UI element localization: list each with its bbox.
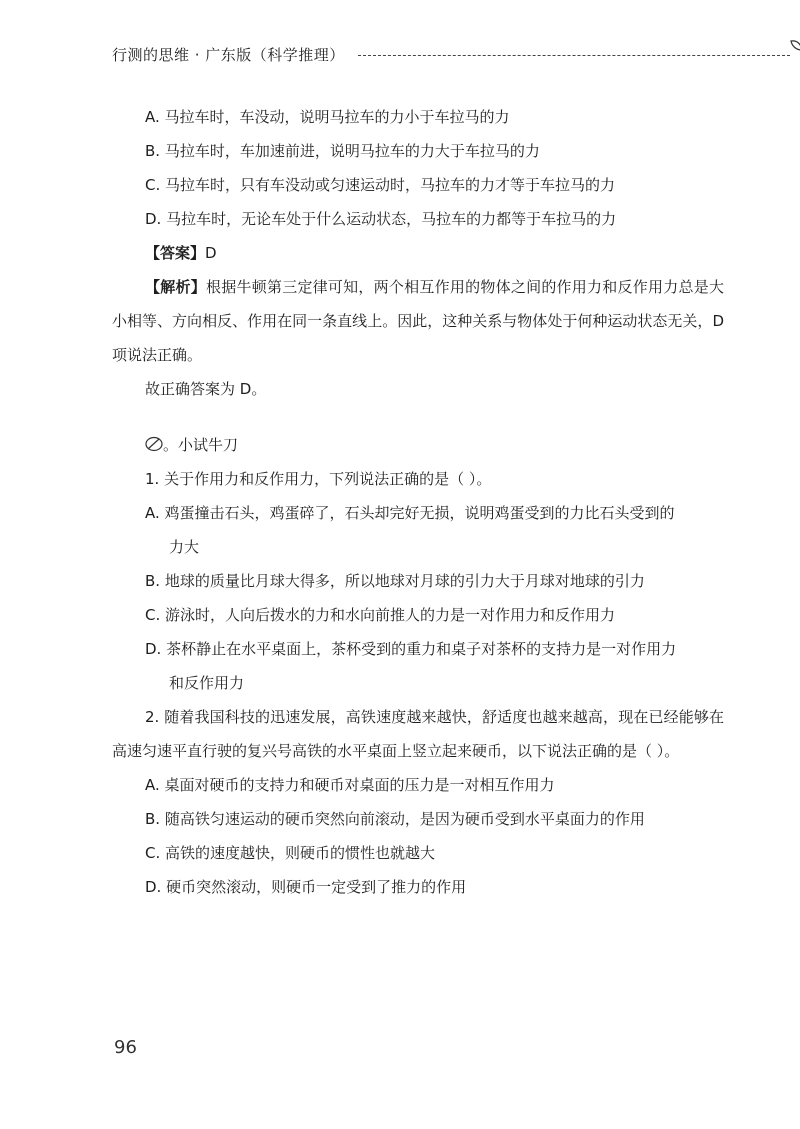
- section-title: 。小试牛刀: [163, 436, 239, 454]
- running-header: [112, 36, 712, 72]
- prev-option-a: A. 马拉车时，车没动，说明马拉车的力小于车拉马的力: [145, 108, 510, 126]
- q2-stem: 2. 随着我国科技的迅速发展，高铁速度越来越快，舒适度也越来越高，现在已经能够在高速匀速平直行驶的复兴号高铁的水平桌面上竖立起来硬币，以下说法正确的是（ ）。: [112, 708, 724, 760]
- answer-label: 【答案】: [145, 244, 206, 262]
- q1-option-a: A. 鸡蛋撞击石头，鸡蛋碎了，石头却完好无损，说明鸡蛋受到的力比石头受到的: [145, 504, 675, 522]
- conclusion: 故正确答案为 D。: [145, 380, 267, 398]
- section-gap: [112, 406, 724, 428]
- q1-option-d-continued: 和反作用力: [169, 674, 245, 692]
- q1-option-a-continued: 力大: [169, 538, 200, 556]
- practice-section-heading: [112, 428, 724, 462]
- prev-option-c: C. 马拉车时，只有车没动或匀速运动时，马拉车的力才等于车拉马的力: [145, 176, 616, 194]
- prev-option-d: D. 马拉车时，无论车处于什么运动状态，马拉车的力都等于车拉马的力: [145, 210, 617, 228]
- analysis-label: 【解析】: [145, 278, 206, 296]
- q1-option-c: C. 游泳时，人向后拨水的力和水向前推人的力是一对作用力和反作用力: [145, 606, 616, 624]
- q2-option-b: B. 随高铁匀速运动的硬币突然向前滚动，是因为硬币受到水平桌面力的作用: [145, 810, 645, 828]
- q2-option-a: A. 桌面对硬币的支持力和硬币对桌面的压力是一对相互作用力: [145, 776, 555, 794]
- sprout-icon: [790, 36, 800, 66]
- header-title: 行测的思维 · 广东版（科学推理）: [112, 46, 345, 64]
- answer-line: [112, 236, 724, 270]
- header-divider: [358, 55, 790, 56]
- page-body: [112, 100, 724, 904]
- page-number: 96: [114, 1037, 137, 1058]
- q2-option-d: D. 硬币突然滚动，则硬币一定受到了推力的作用: [145, 878, 467, 896]
- analysis-text: 根据牛顿第三定律可知，两个相互作用的物体之间的作用力和反作用力总是大小相等、方向相反、作用在同一条直线上。因此，这种关系与物体处于何种运动状态无关，D 项说法正确。: [112, 278, 724, 364]
- q1-stem: 1. 关于作用力和反作用力，下列说法正确的是（ ）。: [145, 470, 492, 488]
- prev-option-b: B. 马拉车时，车加速前进，说明马拉车的力大于车拉马的力: [145, 142, 540, 160]
- pencil-icon: [145, 436, 163, 452]
- analysis-paragraph: [112, 270, 724, 372]
- q1-option-b: B. 地球的质量比月球大得多，所以地球对月球的引力大于月球对地球的引力: [145, 572, 645, 590]
- answer-value: D: [205, 244, 217, 262]
- q2-option-c: C. 高铁的速度越快，则硬币的惯性也就越大: [145, 844, 436, 862]
- q1-option-d: D. 茶杯静止在水平桌面上，茶杯受到的重力和桌子对茶杯的支持力是一对作用力: [145, 640, 677, 658]
